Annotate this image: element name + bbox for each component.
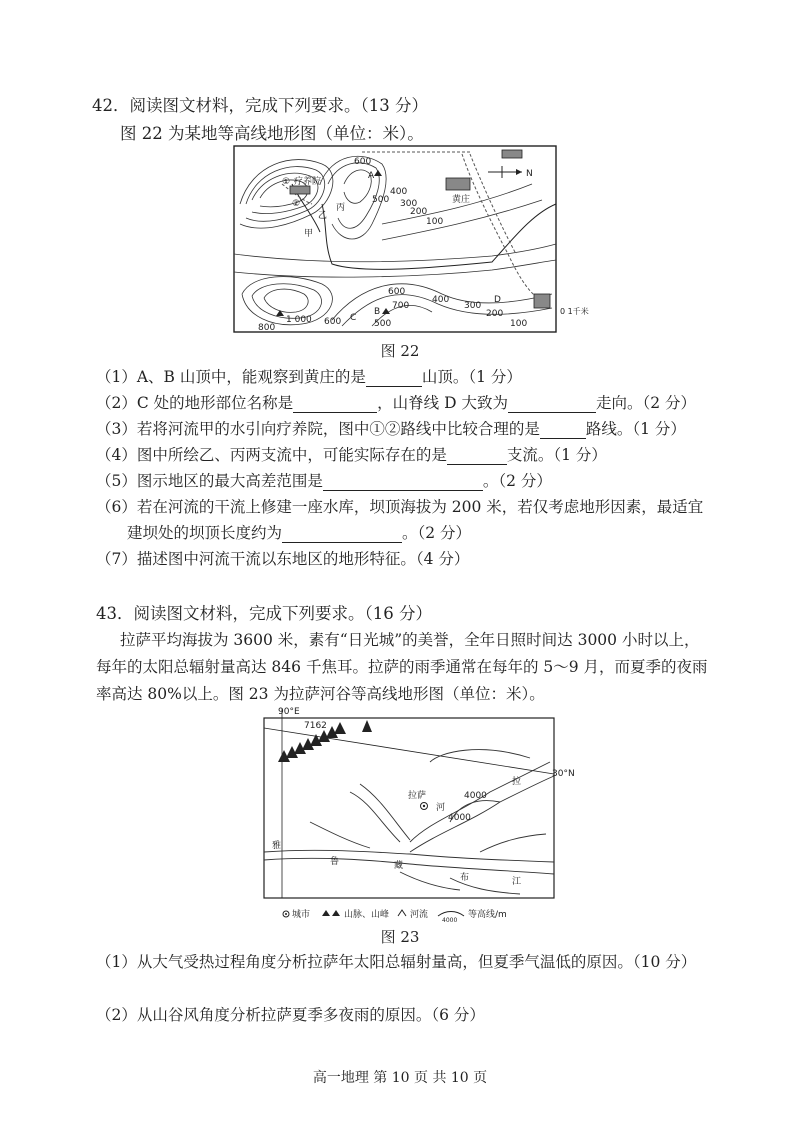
q43-item-2: （2）从山谷风角度分析拉萨夏季多夜雨的原因。（6 分） — [96, 1006, 485, 1024]
peak-elevation-label: 7162 — [304, 721, 327, 731]
col-c-label: C — [350, 313, 357, 323]
lhasa-river-label: 拉 — [512, 777, 522, 787]
legend-city: 城市 — [292, 910, 311, 920]
route-1-label: ① — [282, 177, 291, 187]
lhasa-valley-map-23 — [250, 702, 590, 924]
legend-river: 河流 — [410, 910, 429, 920]
route-2-label: ② — [292, 199, 301, 209]
contour-map-22 — [232, 144, 558, 334]
latitude-label: 30°N — [552, 769, 575, 779]
longitude-label: 90°E — [278, 707, 300, 717]
contour-label: 4000 — [448, 813, 471, 823]
legend-contour-value: 4000 — [442, 917, 458, 924]
q42-item-1: （1）A、B 山顶中，能观察到黄庄的是 — [96, 368, 366, 386]
contour-label: 4000 — [464, 791, 487, 801]
yarlung-label: 藏 — [394, 861, 404, 871]
peak-b-label: B — [374, 307, 381, 317]
answer-blank[interactable] — [282, 524, 402, 543]
tributary-bing-label: 丙 — [336, 203, 346, 213]
q42-item-4: （4）图中所绘乙、丙两支流中，可能实际存在的是 — [96, 446, 447, 464]
q43-item-1: （1）从大气受热过程角度分析拉萨年太阳总辐射量高，但夏季气温低的原因。（10 分） — [96, 953, 697, 971]
q42-title: 42．阅读图文材料，完成下列要求。（13 分） — [92, 96, 428, 115]
q42-item-3: （3）若将河流甲的水引向疗养院，图中①②路线中比较合理的是 — [96, 420, 540, 438]
q42-item-7: （7）描述图中河流干流以东地区的地形特征。（4 分） — [96, 550, 470, 568]
sanatorium-label: 疗养院 — [294, 177, 322, 187]
contour-label: 300 — [464, 301, 482, 311]
page-footer: 高一地理 第 10 页 共 10 页 — [312, 1070, 488, 1086]
contour-label: 100 — [510, 319, 528, 329]
ridge-d-label: D — [494, 295, 501, 305]
peak-a-label: A — [368, 171, 375, 181]
contour-label: 600 — [324, 317, 342, 327]
q42-intro: 图 22 为某地等高线地形图（单位：米）。 — [120, 124, 424, 143]
contour-label: 200 — [486, 309, 504, 319]
answer-blank[interactable] — [293, 394, 377, 413]
answer-blank[interactable] — [366, 368, 422, 387]
contour-label: 400 — [432, 295, 450, 305]
q43-para-line: 拉萨平均海拔为 3600 米，素有“日光城”的美誉，全年日照时间达 3000 小时以上， — [120, 631, 700, 649]
yarlung-label: 布 — [460, 873, 470, 883]
lhasa-river-label: 河 — [436, 803, 446, 813]
answer-blank[interactable] — [508, 394, 596, 413]
q42-item-5: （5）图示地区的最大高差范围是 — [96, 472, 323, 490]
contour-label: 1 000 — [286, 315, 312, 325]
q42-item-2: （2）C 处的地形部位名称是 — [96, 394, 294, 412]
scale-bar: 0 1千米 — [560, 307, 589, 316]
answer-blank[interactable] — [323, 472, 483, 491]
contour-label: 600 — [354, 157, 372, 167]
contour-label: 400 — [390, 187, 408, 197]
figure-23-caption: 图 23 — [380, 928, 420, 946]
yarlung-label: 雅 — [272, 841, 282, 851]
figure-22-caption: 图 22 — [380, 342, 420, 360]
contour-label: 500 — [374, 319, 392, 329]
river-jia-label: 甲 — [304, 229, 314, 239]
yarlung-label: 鲁 — [330, 857, 340, 867]
answer-blank[interactable] — [447, 446, 507, 465]
contour-label: 600 — [388, 287, 406, 297]
tributary-yi-label: 乙 — [318, 211, 328, 221]
contour-label: 100 — [426, 217, 444, 227]
legend-mountain: 山脉、山峰 — [344, 910, 390, 920]
q43-para-line: 每年的太阳总辐射量高达 846 千焦耳。拉萨的雨季通常在每年的 5～9 月，而夏季的夜雨 — [96, 658, 708, 676]
q43-title: 43．阅读图文材料，完成下列要求。（16 分） — [96, 604, 432, 623]
contour-label: 800 — [258, 323, 276, 333]
answer-blank[interactable] — [540, 420, 586, 439]
contour-label: 500 — [372, 195, 390, 205]
lhasa-label: 拉萨 — [408, 791, 427, 801]
q42-item-6: （6）若在河流的干流上修建一座水库，坝顶海拔为 200 米，若仅考虑地形因素，最适宜 — [96, 498, 704, 516]
contour-label: 700 — [392, 301, 410, 311]
yarlung-label: 江 — [512, 877, 522, 887]
huangzhuang-label: 黄庄 — [452, 195, 471, 205]
north-label: N — [526, 169, 533, 179]
contour-label: 300 — [400, 199, 418, 209]
contour-label: 200 — [410, 207, 428, 217]
legend-contour: 等高线/m — [468, 910, 507, 920]
q43-para-line: 率高达 80%以上。图 23 为拉萨河谷等高线地形图（单位：米）。 — [96, 685, 545, 703]
